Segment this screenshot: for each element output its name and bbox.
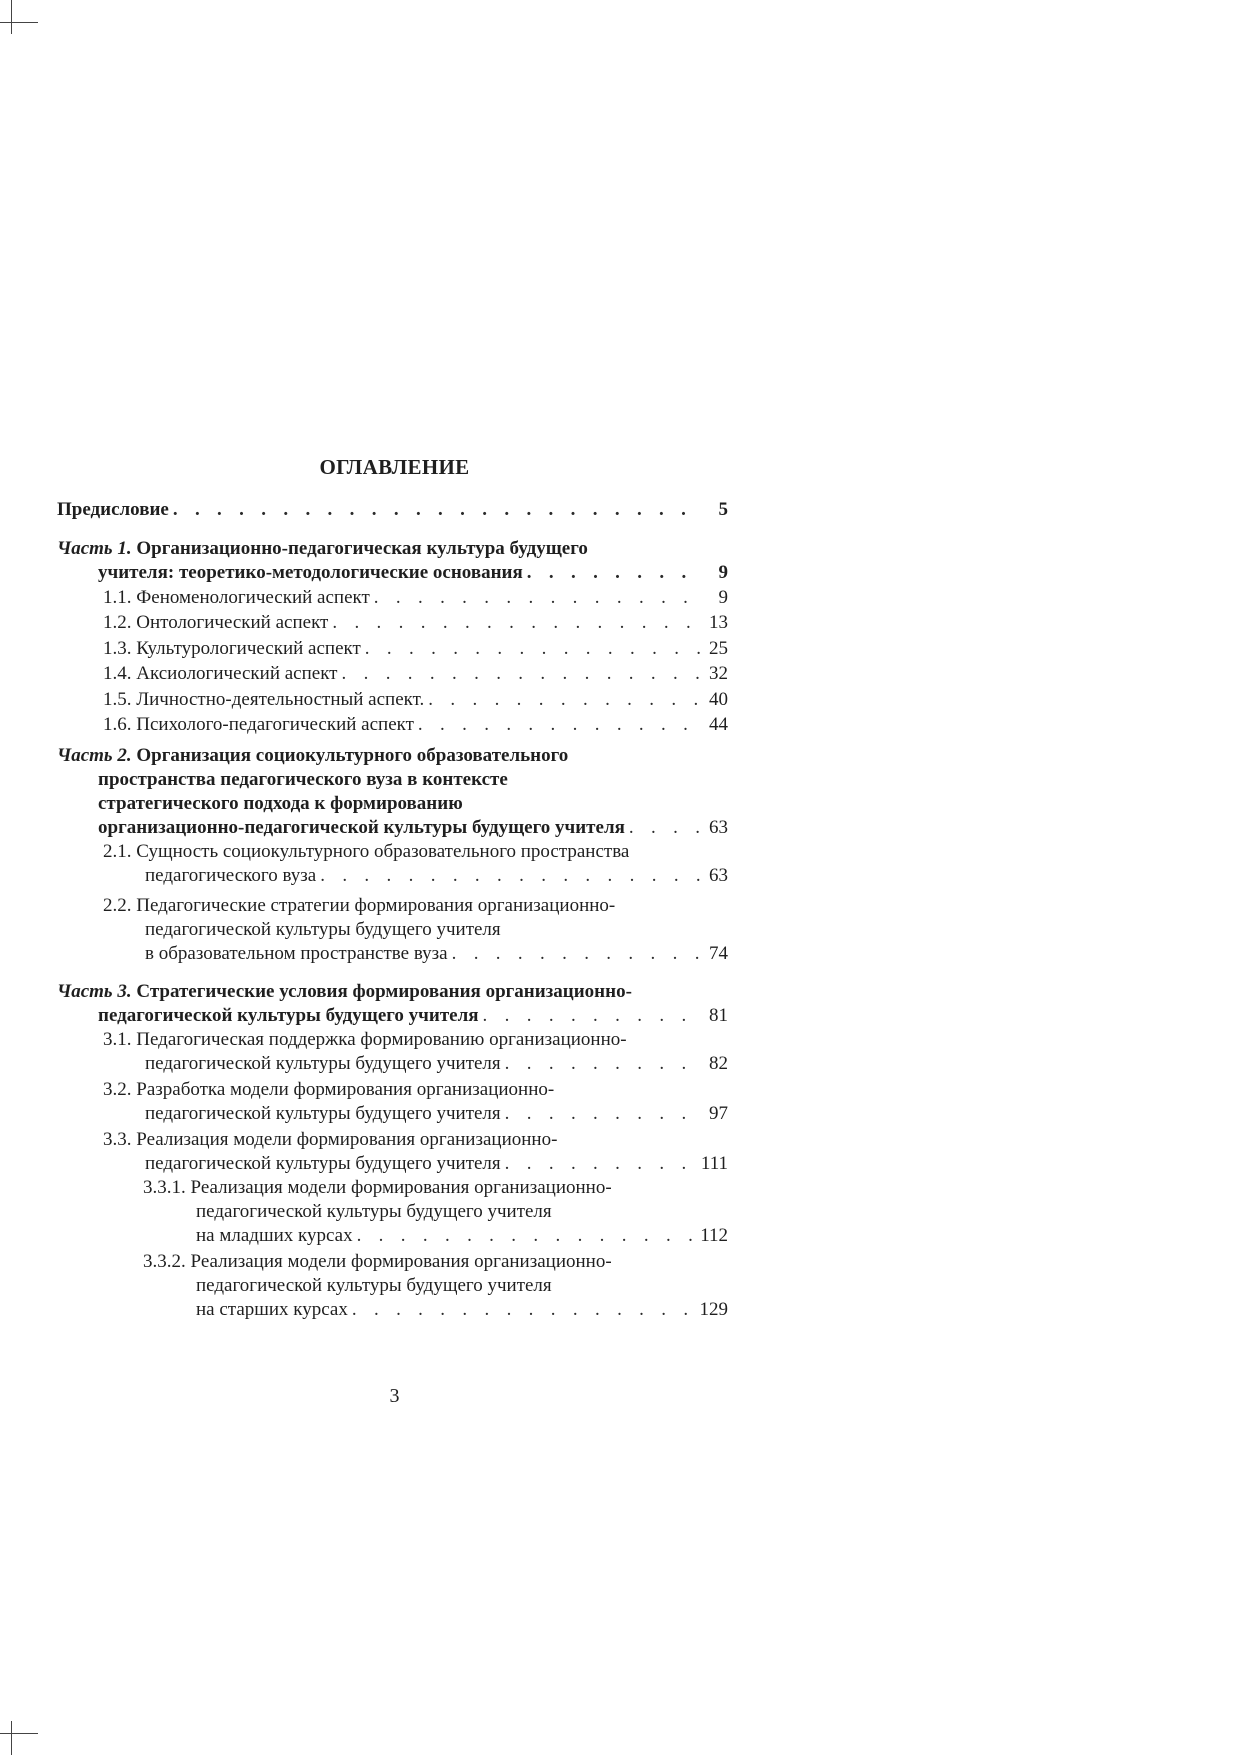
crop-mark-top-left <box>11 0 12 34</box>
toc-entry-label: педагогической культуры будущего учителя <box>145 1152 501 1174</box>
toc-entry-1-4[interactable] <box>57 661 728 687</box>
part-title-line-2 <box>57 768 728 792</box>
toc-entry-2-2[interactable] <box>57 942 728 966</box>
toc-page-number: 81 <box>709 1004 728 1026</box>
toc-entry-3-3-2-line-2 <box>57 1274 728 1298</box>
toc-entry-3-1-line-1[interactable] <box>57 1028 728 1052</box>
dot-leader <box>173 497 702 523</box>
dot-leader <box>483 1004 702 1028</box>
dot-leader <box>505 1102 702 1126</box>
part-title-line: Стратегические условия формирования организационно- <box>136 980 632 1002</box>
toc-entry-label: 2.2. Педагогические стратегии формирования организационно- <box>103 894 616 916</box>
toc-page-number: 111 <box>700 1152 728 1174</box>
dot-leader <box>505 1152 697 1176</box>
toc-page-number: 40 <box>709 688 728 710</box>
toc-entry-label: 3.3.2. Реализация модели формирования организационно- <box>143 1250 612 1272</box>
toc-entry-label: 3.3.1. Реализация модели формирования организационно- <box>143 1176 612 1198</box>
toc-entry-part-1[interactable] <box>57 561 728 585</box>
toc-entry-label: 3.2. Разработка модели формирования организационно- <box>103 1078 555 1100</box>
toc-entry-label: педагогического вуза <box>145 864 317 886</box>
toc-entry-label: 1.1. Феноменологический аспект <box>103 586 370 608</box>
toc-entry-label: педагогической культуры будущего учителя <box>145 1052 501 1074</box>
dot-leader <box>527 561 702 585</box>
toc-page-number: 74 <box>709 942 728 964</box>
toc-entry-label: на младших курсах <box>196 1224 353 1246</box>
toc-entry-label: 1.5. Личностно-деятельностный аспект. <box>103 688 425 710</box>
toc-entry-3-2-line-1[interactable] <box>57 1078 728 1102</box>
toc-entry-label: 1.2. Онтологический аспект <box>103 612 329 633</box>
dot-leader <box>418 712 702 738</box>
dot-leader <box>357 1224 697 1248</box>
dot-leader <box>452 942 702 966</box>
toc-entry-label: 1.4. Аксиологический аспект <box>103 663 338 684</box>
dot-leader <box>332 610 702 636</box>
toc-entry-preface[interactable] <box>57 497 728 523</box>
part-prefix: Часть 2. <box>57 744 132 766</box>
toc-entry-3-3-1-line-1[interactable] <box>57 1176 728 1200</box>
toc-page-number: 129 <box>699 1298 728 1320</box>
toc-entry-label: педагогической культуры будущего учителя <box>196 1274 552 1296</box>
toc-entry-1-2[interactable] <box>57 610 728 636</box>
toc-entry-label: педагогической культуры будущего учителя <box>145 918 501 940</box>
dot-leader <box>505 1052 702 1076</box>
toc-entry-2-1-line-1[interactable] <box>57 840 728 864</box>
toc-page-number: 5 <box>718 499 728 520</box>
crop-mark-bottom-left-horizontal <box>0 1733 38 1734</box>
dot-leader <box>352 1298 696 1322</box>
dot-leader <box>320 864 702 888</box>
toc-page-number: 97 <box>709 1102 728 1124</box>
toc-page-number: 44 <box>709 714 728 735</box>
toc-entry-3-2[interactable] <box>57 1102 728 1126</box>
toc-entry-part-2-heading[interactable] <box>57 744 728 768</box>
toc-page-number: 9 <box>718 586 728 608</box>
toc-entry-1-5[interactable] <box>57 687 728 713</box>
toc-page-number: 82 <box>709 1052 728 1074</box>
toc-page-number: 63 <box>709 864 728 886</box>
toc-entry-part-2[interactable] <box>57 816 728 840</box>
toc-page-number: 9 <box>718 561 728 583</box>
dot-leader <box>342 661 703 687</box>
crop-mark-top-left-horizontal <box>0 22 38 23</box>
toc-entry-label: 2.1. Сущность социокультурного образовательного пространства <box>103 840 630 862</box>
toc-entry-label: 1.3. Культурологический аспект <box>103 637 361 659</box>
toc-entry-3-3-2[interactable] <box>57 1298 728 1322</box>
toc-entry-3-3-2-line-1[interactable] <box>57 1250 728 1274</box>
dot-leader <box>365 636 702 662</box>
dot-leader <box>428 687 702 713</box>
part-title-line: Организационно-педагогическая культура будущего <box>136 537 588 559</box>
page-title: ОГЛАВЛЕНИЕ <box>319 455 470 479</box>
dot-leader <box>374 585 702 611</box>
part-title-line: пространства педагогического вуза в контексте <box>98 768 508 790</box>
toc-entry-label: 3.3. Реализация модели формирования организационно- <box>103 1128 558 1150</box>
toc-entry-1-6[interactable] <box>57 712 728 738</box>
toc-page-number: 13 <box>709 612 728 633</box>
toc-entry-label: 3.1. Педагогическая поддержка формированию организационно- <box>103 1028 627 1050</box>
toc-entry-label: педагогической культуры будущего учителя <box>196 1200 552 1222</box>
page-number: 3 <box>389 1385 400 1407</box>
toc-entry-3-3[interactable] <box>57 1152 728 1176</box>
part-prefix: Часть 3. <box>57 980 132 1002</box>
toc-page-number: 25 <box>709 637 728 659</box>
toc-entry-label: Предисловие <box>57 499 169 520</box>
toc-entry-part-1-heading[interactable] <box>57 537 728 561</box>
part-title-line: педагогической культуры будущего учителя <box>98 1004 479 1026</box>
toc-entry-2-2-line-1[interactable] <box>57 894 728 918</box>
toc-entry-3-3-line-1[interactable] <box>57 1128 728 1152</box>
toc-entry-1-3[interactable] <box>57 636 728 662</box>
part-title-line: организационно-педагогической культуры будущего учителя <box>98 816 625 838</box>
dot-leader <box>629 816 702 840</box>
toc-entry-label: на старших курсах <box>196 1298 348 1320</box>
part-title-line: Организация социокультурного образовательного <box>136 744 569 766</box>
toc-entry-part-3-heading[interactable] <box>57 980 728 1004</box>
toc-entry-label: педагогической культуры будущего учителя <box>145 1102 501 1124</box>
crop-mark-bottom-left <box>11 1721 12 1755</box>
toc-entry-2-1[interactable] <box>57 864 728 888</box>
toc-page-number: 32 <box>709 663 728 684</box>
part-title-line: стратегического подхода к формированию <box>98 792 463 814</box>
toc-page-number: 112 <box>700 1224 728 1246</box>
toc-entry-label: 1.6. Психолого-педагогический аспект <box>103 714 414 735</box>
toc-entry-2-2-line-2 <box>57 918 728 942</box>
part-title-line-3 <box>57 792 728 816</box>
toc-entry-3-3-1-line-2 <box>57 1200 728 1224</box>
toc-page-number: 63 <box>709 816 728 838</box>
toc-entry-3-1[interactable] <box>57 1052 728 1076</box>
toc-entry-label: в образовательном пространстве вуза <box>145 942 448 964</box>
toc-entry-1-1[interactable] <box>57 585 728 611</box>
part-prefix: Часть 1. <box>57 537 132 559</box>
table-of-contents <box>57 497 728 1322</box>
toc-entry-part-3[interactable] <box>57 1004 728 1028</box>
part-title-line: учителя: теоретико-методологические основания <box>98 561 523 583</box>
toc-entry-3-3-1[interactable] <box>57 1224 728 1248</box>
